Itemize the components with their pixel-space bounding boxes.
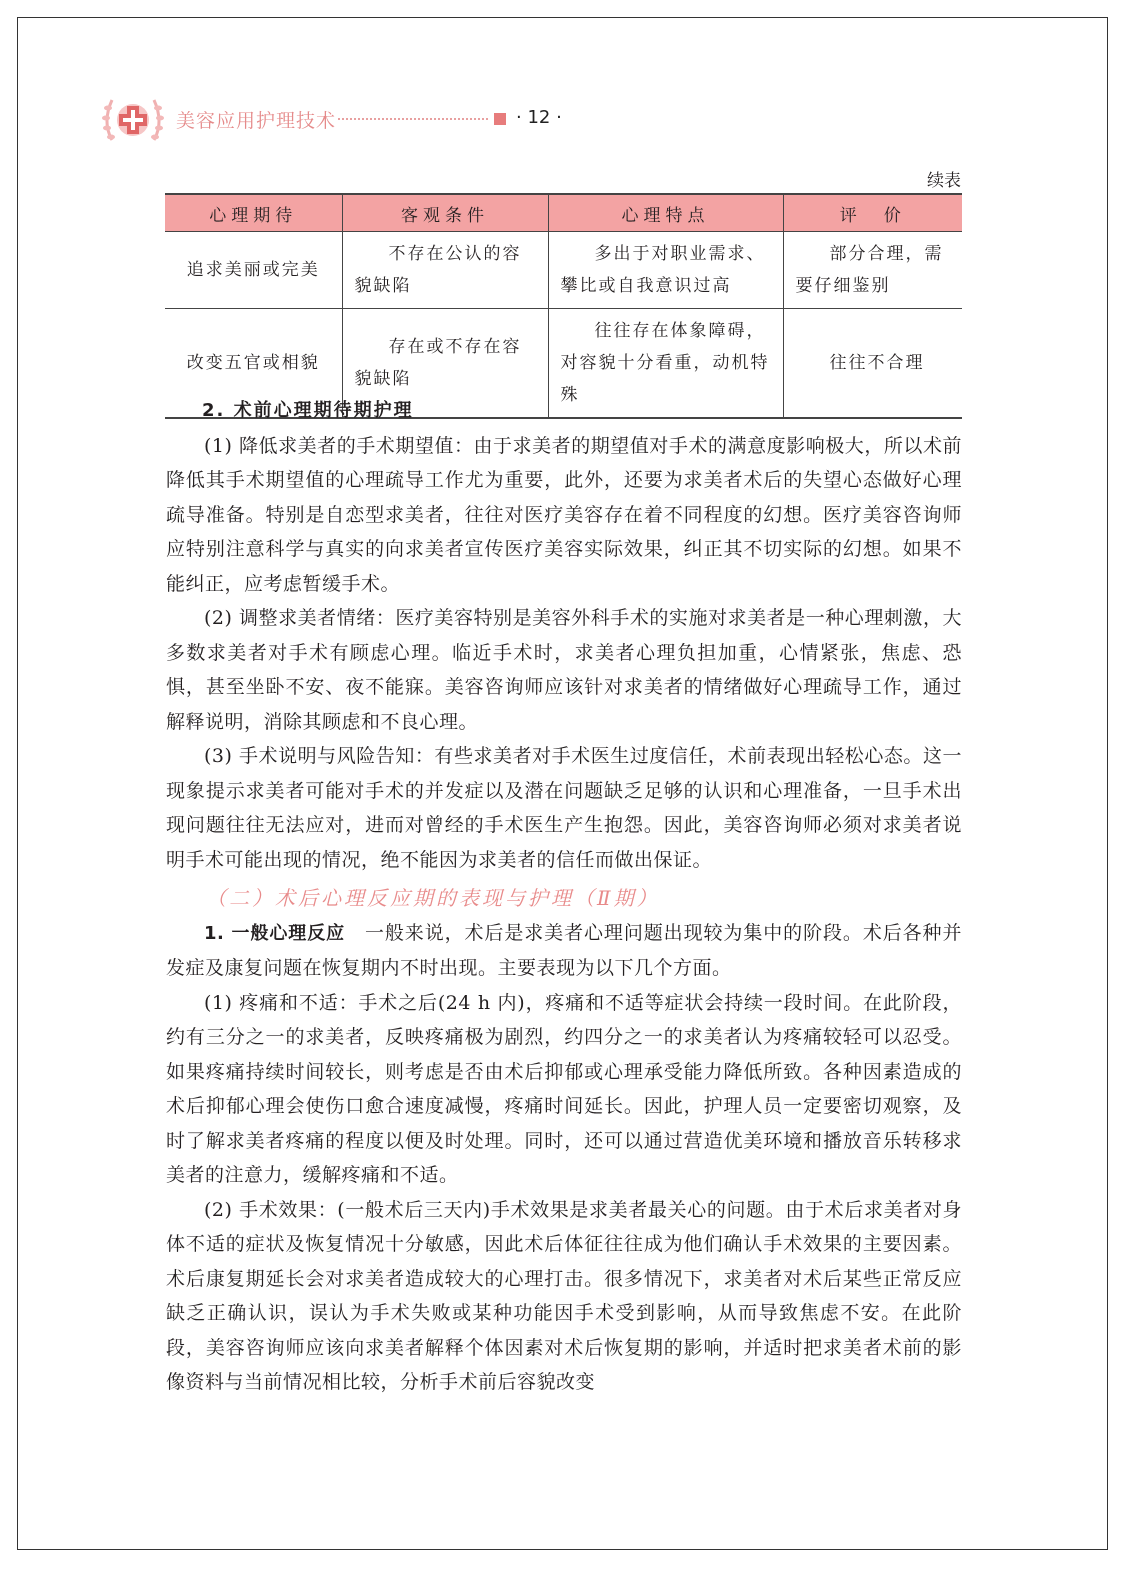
table-cell: 改变五官或相貌 (165, 309, 342, 419)
table-header-row (165, 194, 962, 232)
table-header-cell: 心理期待 (165, 194, 342, 232)
page-number: · 12 · (516, 107, 562, 128)
section-heading: （二）术后心理反应期的表现与护理（Ⅱ期） (206, 886, 660, 910)
table-cell: 追求美丽或完美 (165, 232, 342, 309)
continued-table-label: 续表 (927, 171, 961, 191)
table-cell: 不存在公认的容貌缺陷 (342, 232, 548, 309)
table-cell: 存在或不存在容貌缺陷 (342, 309, 548, 419)
table-header-cell: 心理特点 (548, 194, 783, 232)
table-cell: 往往不合理 (783, 309, 962, 419)
paragraph: (2) 手术效果：(一般术后三天内)手术效果是求美者最关心的问题。由于术后求美者对身体不适的症状及恢复情况十分敏感，因此术后体征往往成为他们确认手术效果的主要因素。术后康复期延长会对求美者造成较大的心理打击。很多情况下，求美者对术后某些正常反应缺乏正确认识，误认为手术失败或某种功能因手术受到影响，从而导致焦虑不安。在此阶段，美容咨询师应该向求美者解释个体因素对术后恢复期的影响，并适时把求美者术前的影像资料与当前情况相比较，分析手术前后容貌改变 (166, 1198, 962, 1393)
table-cell: 往往存在体象障碍，对容貌十分看重，动机特殊 (548, 309, 783, 419)
book-title: 美容应用护理技术 (176, 110, 337, 132)
paragraph: (3) 手术说明与风险告知：有些求美者对手术医生过度信任，术前表现出轻松心态。这一现象提示求美者可能对手术的并发症以及潜在问题缺乏足够的认识和心理准备，一旦手术出现问题往往无法应对，进而对曾经的手术医生产生抱怨。因此，美容咨询师必须对求美者说明手术可能出现的情况，绝不能因为求美者的信任而做出保证。 (166, 745, 962, 871)
table-cell: 多出于对职业需求、攀比或自我意识过高 (548, 232, 783, 309)
paragraph (166, 916, 962, 986)
table-cell: 部分合理，需要仔细鉴别 (783, 232, 962, 309)
subsection-heading: 2. 术前心理期待期护理 (202, 400, 414, 421)
body-text (166, 394, 962, 1400)
table-row (165, 232, 962, 309)
table-header-cell: 客观条件 (342, 194, 548, 232)
expectation-table (165, 193, 962, 419)
paragraph: (1) 疼痛和不适：手术之后(24 h 内)，疼痛和不适等症状会持续一段时间。在此阶段，约有三分之一的求美者，反映疼痛极为剧烈，约四分之一的求美者认为疼痛较轻可以忍受。如果疼痛持续时间较长，则考虑是否由术后抑郁或心理承受能力降低所致。各种因素造成的术后抑郁心理会使伤口愈合速度减慢，疼痛时间延长。因此，护理人员一定要密切观察，及时了解求美者疼痛的程度以便及时处理。同时，还可以通过营造优美环境和播放音乐转移求美者的注意力，缓解疼痛和不适。 (166, 991, 962, 1186)
medical-cross-laurel-logo-icon (100, 88, 166, 152)
paragraph-text: 一般来说，术后是求美者心理问题出现较为集中的阶段。术后各种并发症及康复问题在恢复期内不时出现。主要表现为以下几个方面。 (166, 921, 962, 979)
header-leader-dots (338, 108, 488, 120)
paragraph: (2) 调整求美者情绪：医疗美容特别是美容外科手术的实施对求美者是一种心理刺激，大多数求美者对手术有顾虑心理。临近手术时，求美者心理负担加重，心情紧张，焦虑、恐惧，甚至坐卧不安、夜不能寐。美容咨询师应该针对求美者的情绪做好心理疏导工作，通过解释说明，消除其顾虑和不良心理。 (166, 607, 962, 733)
header-square-marker (494, 113, 506, 125)
table-header-cell: 评 价 (783, 194, 962, 232)
paragraph: (1) 降低求美者的手术期望值：由于求美者的期望值对手术的满意度影响极大，所以术前降低其手术期望值的心理疏导工作尤为重要，此外，还要为求美者术后的失望心态做好心理疏导准备。特别是自恋型求美者，往往对医疗美容存在着不同程度的幻想。医疗美容咨询师应特别注意科学与真实的向求美者宣传医疗美容实际效果，纠正其不切实际的幻想。如果不能纠正，应考虑暂缓手术。 (166, 434, 962, 595)
paragraph-lead-heading: 1. 一般心理反应 (204, 922, 346, 944)
